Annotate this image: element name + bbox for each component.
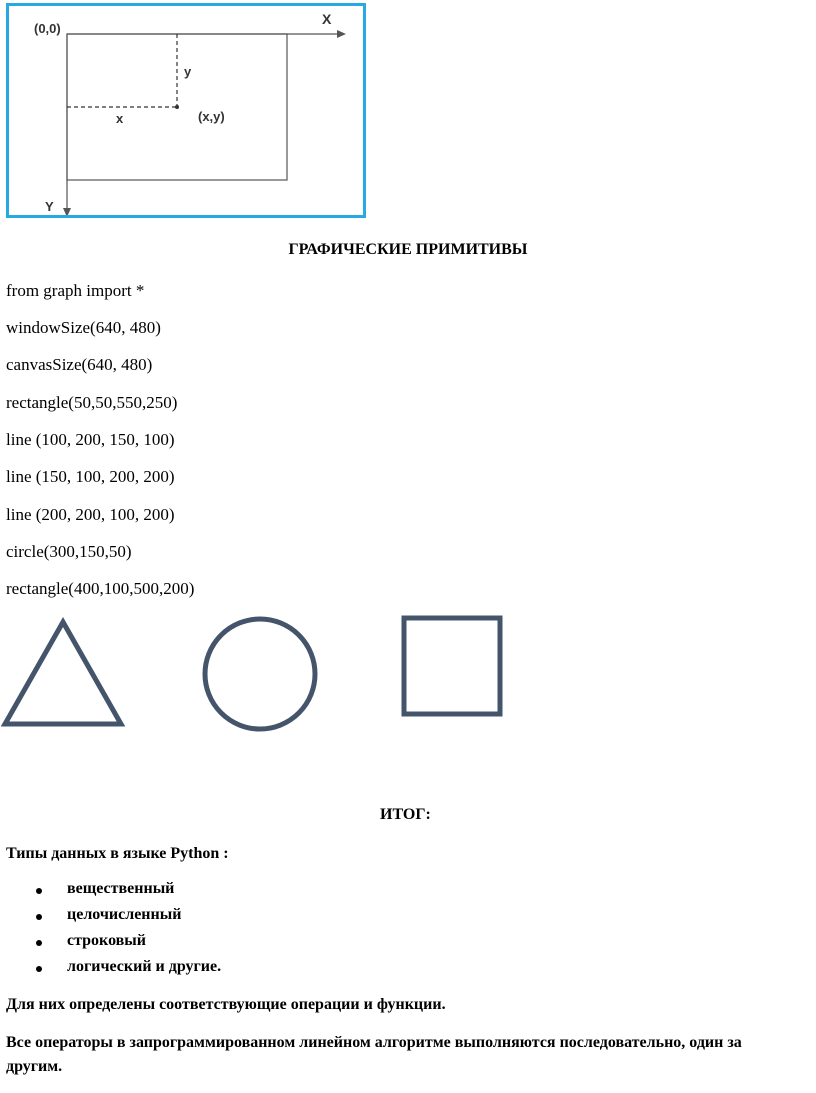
triangle-shape <box>5 622 121 724</box>
shapes-illustration <box>0 610 520 735</box>
bullet-icon <box>36 914 42 920</box>
circle-shape <box>205 619 315 729</box>
square-shape <box>404 618 500 714</box>
summary-title: ИТОГ: <box>380 806 431 823</box>
code-line: circle(300,150,50) <box>6 542 132 561</box>
y-dimension-label: y <box>184 64 192 79</box>
bullet-icon <box>36 940 42 946</box>
x-axis-label: X <box>322 11 332 27</box>
bullet-icon <box>36 966 42 972</box>
code-line: rectangle(400,100,500,200) <box>6 579 195 598</box>
list-item: целочисленный <box>67 906 182 923</box>
point-marker <box>175 105 179 109</box>
code-line: canvasSize(640, 480) <box>6 355 153 374</box>
x-dimension-label: x <box>116 111 124 126</box>
paragraph-linear-algorithm: Все операторы в запрограммированном линейном алгоритме выполняются последовательно, один за другим. <box>6 1034 742 1075</box>
origin-label: (0,0) <box>34 21 61 36</box>
code-line: line (150, 100, 200, 200) <box>6 467 175 486</box>
code-line: line (200, 200, 100, 200) <box>6 505 175 524</box>
code-line: windowSize(640, 480) <box>6 318 161 337</box>
types-heading: Типы данных в языке Python : <box>6 845 229 862</box>
coordinate-diagram-svg <box>9 6 363 215</box>
list-item: логический и другие. <box>67 958 222 975</box>
y-axis-arrow <box>63 208 71 215</box>
list-item: вещественный <box>67 880 175 897</box>
list-item: строковый <box>67 932 147 949</box>
bullet-icon <box>36 888 42 894</box>
paragraph-operations: Для них определены соответствующие операции и функции. <box>6 996 446 1013</box>
y-axis-label: Y <box>45 199 54 214</box>
page-title: ГРАФИЧЕСКИЕ ПРИМИТИВЫ <box>288 241 528 258</box>
code-line: from graph import * <box>6 281 145 300</box>
x-axis-arrow <box>337 30 346 38</box>
coordinate-diagram <box>6 3 366 218</box>
point-label: (x,y) <box>198 109 225 124</box>
code-line: line (100, 200, 150, 100) <box>6 430 175 449</box>
code-line: rectangle(50,50,550,250) <box>6 393 178 412</box>
